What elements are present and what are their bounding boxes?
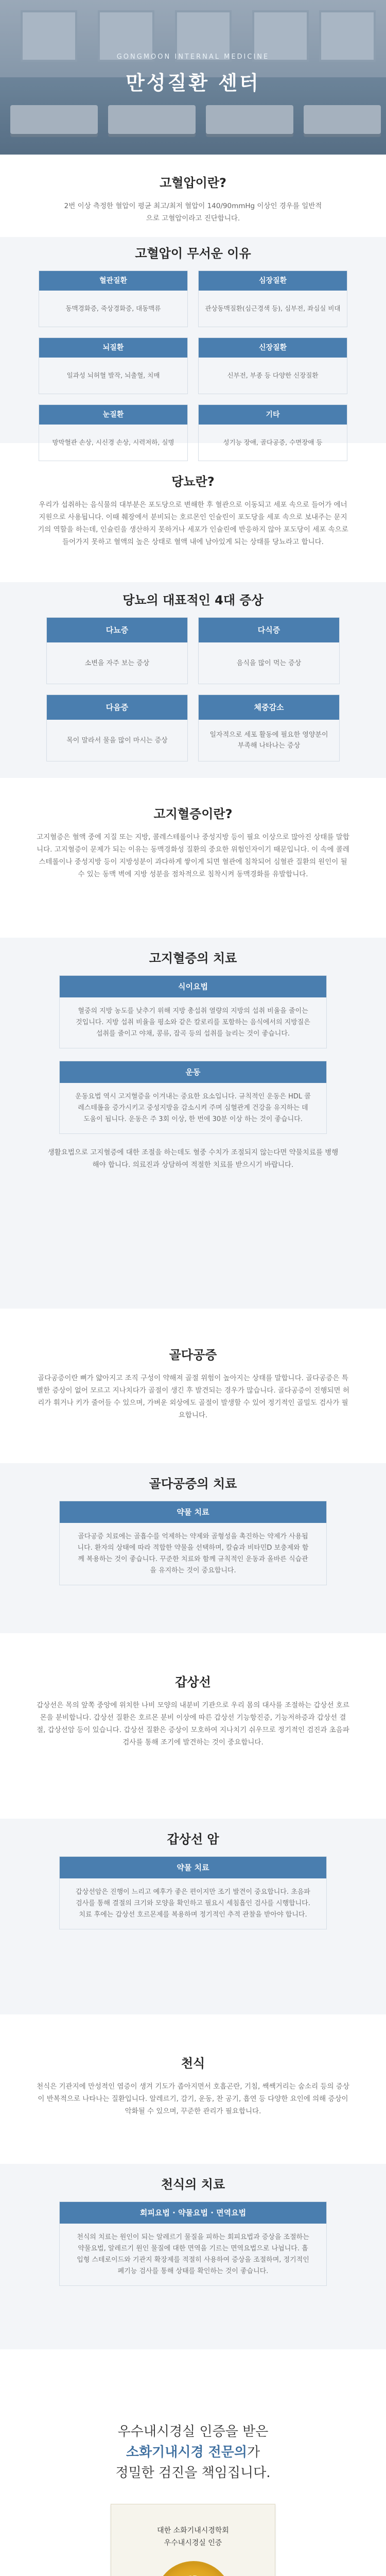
dyslipidemia-treatment-section (0, 948, 386, 1171)
cause-body: 성기능 장애, 골다공증, 수면장애 등 (223, 438, 323, 446)
symptom-body: 음식을 많이 먹는 증상 (236, 659, 302, 667)
asthma-treatment-panel (59, 2201, 327, 2286)
cause-head: 심장질환 (199, 271, 347, 291)
cause-body: 신부전, 부종 등 다양한 신장질환 (227, 371, 319, 379)
hero-subtitle: GONGMOON INTERNAL MEDICINE (116, 53, 270, 61)
causes-section (0, 243, 386, 461)
cause-body: 동맥경화증, 죽상경화증, 대동맥류 (65, 304, 161, 312)
certificate-image (111, 2504, 275, 2576)
symptoms-grid (0, 617, 386, 761)
osteoporosis-med-head: 약물 치료 (60, 1501, 326, 1523)
cause-body: 관상동맥질환(심근경색 등), 심부전, 좌심실 비대 (205, 304, 341, 312)
symptom-head: 다뇨증 (47, 618, 187, 642)
symptom-card (46, 617, 188, 684)
cause-card (198, 404, 347, 461)
cause-card (39, 270, 188, 327)
symptom-head: 다음증 (47, 695, 187, 720)
asthma-treatment-body: 천식의 치료는 원인이 되는 알레르기 물질을 피하는 회피요법과 증상을 조절하는 약물요법, 알레르기 원인 물질에 대한 면역을 기르는 면역요법으로 나뉩니다. 흡입형 스테로이드와 기관지 확장제를 적절히 사용하여 증상을 조절하며, 정기적인 폐기능 검사를 통해 상태를 확인하는 것이 좋습니다. (77, 2233, 309, 2275)
asthma-section (0, 2053, 386, 2117)
cause-card (39, 337, 188, 394)
seal-icon (155, 2561, 232, 2576)
osteoporosis-title: 골다공증 (169, 1348, 217, 1362)
thyroid-med-body: 갑상선암은 진행이 느리고 예후가 좋은 편이지만 조기 발견이 중요합니다. 초음파 검사를 통해 결절의 크기와 모양을 확인하고 필요시 세침흡인 검사를 시행합니다. 치료 후에는 갑상선 호르몬제를 복용하며 정기적인 추적 관찰을 받아야 합니다. (76, 1888, 310, 1919)
thyroid-med-head: 약물 치료 (60, 1857, 326, 1878)
cause-head: 기타 (199, 405, 347, 425)
thyroid-med-panel (59, 1856, 327, 1929)
cause-head: 뇌질환 (39, 338, 187, 358)
thyroid-cancer-title: 갑상선 암 (167, 1832, 219, 1846)
osteoporosis-treatment-section (0, 1473, 386, 1585)
symptom-head: 체중감소 (199, 695, 339, 720)
cert-line3: 정밀한 검진을 책임집니다. (115, 2465, 271, 2481)
exercise-panel (59, 1061, 327, 1134)
cause-card (198, 270, 347, 327)
cert-line1: 우수내시경실 인증을 받은 (117, 2424, 269, 2439)
cert-line2 (0, 2442, 386, 2463)
hero-banner (0, 0, 386, 155)
asthma-treatment-head: 회피요법 · 약물요법 · 면역요법 (60, 2202, 326, 2224)
dyslipidemia-section (0, 804, 386, 880)
symptom-card (198, 617, 340, 684)
exercise-head: 운동 (60, 1061, 326, 1083)
symptom-head: 다식증 (199, 618, 339, 642)
symptom-body: 목이 말라서 물을 많이 마시는 증상 (66, 736, 168, 744)
causes-title: 고혈압이 무서운 이유 (135, 246, 251, 261)
symptom-card (198, 694, 340, 761)
osteoporosis-section (0, 1345, 386, 1421)
dyslipidemia-treatment-title: 고지혈증의 치료 (149, 951, 237, 965)
symptom-body: 소변을 자주 보는 증상 (84, 659, 150, 667)
cert-section (0, 2421, 386, 2576)
cause-head: 혈관질환 (39, 271, 187, 291)
symptom-card (46, 694, 188, 761)
osteoporosis-text: 골다공증이란 뼈가 얇아지고 조직 구성이 약해져 골절 위험이 높아지는 상태를 말합니다. 골다공증은 특별한 증상이 없어 모르고 지나치다가 골절이 생긴 후 발견되는 경우가 많습니다. 골다공증이 진행되면 허리가 휘거나 키가 줄어들 수 있으며, 가벼운 외상에도 골절이 발생할 수 있어 정기적인 골밀도 검사가 필요합니다. (37, 1374, 349, 1419)
causes-grid (0, 270, 386, 461)
osteoporosis-med-panel (59, 1501, 327, 1585)
thyroid-cancer-section (0, 1829, 386, 1929)
asthma-text: 천식은 기관지에 만성적인 염증이 생겨 기도가 좁아지면서 호흡곤란, 기침, 쌕쌕거리는 숨소리 등의 증상이 반복적으로 나타나는 질환입니다. 알레르기, 감기, 운동, 찬 공기, 흡연 등 다양한 요인에 의해 증상이 악화될 수 있으며, 꾸준한 관리가 필요합니다. (37, 2082, 349, 2115)
thyroid-text: 갑상선은 목의 앞쪽 중앙에 위치한 나비 모양의 내분비 기관으로 우리 몸의 대사를 조절하는 갑상선 호르몬을 분비합니다. 갑상선 질환은 호르몬 분비 이상에 따른 갑상선 기능항진증, 기능저하증과 갑상선 결절, 갑상선암 등이 있습니다. 갑상선 질환은 증상이 모호하여 지나치기 쉬우므로 정기적인 검진과 초음파 검사를 통해 조기에 발견하는 것이 중요합니다. (37, 1701, 349, 1747)
osteoporosis-med-body: 골다공증 치료에는 골흡수를 억제하는 약제와 골형성을 촉진하는 약제가 사용됩니다. 환자의 상태에 따라 적합한 약물을 선택하며, 칼슘과 비타민D 보충제와 함께 복용하는 것이 좋습니다. 꾸준한 치료와 함께 규칙적인 운동과 올바른 식습관을 유지하는 것이 중요합니다. (77, 1533, 309, 1574)
dyslipidemia-text: 고지혈증은 혈액 중에 지질 또는 지방, 콜레스테롤이나 중성지방 등이 필요 이상으로 많아진 상태를 말합니다. 고지혈증이 문제가 되는 이유는 동맥경화성 질환의 중요한 위험인자이기 때문입니다. 이 속에 콜레스테롤이나 중성지방 등이 지방성분이 과다하게 쌓이게 되면 혈관에 침착되어 심혈관 질환의 원인이 될 수 있는 동맥 벽에 지방 성분을 점차적으로 침착시켜 동맥경화를 유발합니다. (37, 833, 349, 878)
osteoporosis-treatment-title: 골다공증의 치료 (149, 1477, 237, 1491)
diabetes-section (0, 471, 386, 548)
asthma-treatment-section (0, 2174, 386, 2286)
diet-head: 식이요법 (60, 976, 326, 997)
cert-line2-tail: 가 (247, 2445, 260, 2460)
diet-body: 혈중의 지방 농도를 낮추기 위해 지방 총섭취 열량의 지방의 섭취 비율을 줄이는 것입니다. 지방 섭취 비율을 평소와 같은 칼로리를 포함하는 음식에서의 지방질은 섭취를 줄이고 야채, 콩류, 잡곡 등의 섭취를 늘리는 것이 좋습니다. (76, 1007, 310, 1038)
cause-card (198, 337, 347, 394)
hypertension-text: 2번 이상 측정한 혈압이 평균 최고/최저 혈압이 140/90mmHg 이상인 경우를 일반적으로 고혈압이라고 진단합니다. (64, 202, 322, 223)
cert-card-text2: 우수내시경실 인증 (164, 2539, 222, 2547)
diet-panel (59, 975, 327, 1048)
cert-line2-highlight: 소화기내시경 전문의 (126, 2445, 247, 2460)
diabetes-text: 우리가 섭취하는 음식물의 대부분은 포도당으로 변해한 후 혈관으로 이동되고 세포 속으로 들어가 에너지원으로 사용됩니다. 이때 췌장에서 분비되는 호르몬인 인슐린이 포도당을 세포 속으로 보내주는 문지기의 역할을 하는데, 인슐린을 생산하지 못하거나 세포가 인슐린에 반응하지 않아 포도당이 세포 속으로 들어가지 못하고 혈액의 높은 상태로 혈액 내에 남아있게 되는 상태를 당뇨라고 합니다. (38, 501, 348, 546)
cert-card-text1: 대한 소화기내시경학회 (157, 2527, 229, 2535)
diabetes-title: 당뇨란? (171, 474, 215, 489)
hero-title: 만성질환 센터 (126, 72, 260, 94)
dyslipidemia-title: 고지혈증이란? (153, 807, 233, 821)
cause-head: 신장질환 (199, 338, 347, 358)
cause-head: 눈질환 (39, 405, 187, 425)
asthma-treatment-title: 천식의 치료 (161, 2177, 225, 2192)
symptoms-section (0, 590, 386, 761)
hypertension-title: 고혈압이란? (160, 176, 226, 190)
asthma-title: 천식 (181, 2056, 205, 2071)
thyroid-section (0, 1672, 386, 1749)
hypertension-section (0, 173, 386, 225)
cause-card (39, 404, 188, 461)
dyslipidemia-outro: 생활요법으로 고지혈증에 대한 조절을 하는데도 혈중 수치가 조절되지 않는다면 약물치료를 병행해야 합니다. 의료진과 상담하여 적절한 치료를 받으시기 바랍니다. (47, 1148, 339, 1169)
symptom-body: 일자적으로 세포 활동에 필요한 영양분이 부족해 나타나는 증상 (209, 731, 328, 750)
thyroid-title: 갑상선 (175, 1675, 211, 1689)
cause-body: 망막혈관 손상, 시신경 손상, 시력저하, 실명 (52, 438, 174, 446)
exercise-body: 운동요법 역시 고지혈증을 이겨내는 중요한 요소입니다. 규칙적인 운동은 HDL 콜레스테롤을 증가시키고 중성지방을 감소시켜 주며 심혈관계 건강을 유지하는 데 도움이 됩니다. 운동은 주 3회 이상, 한 번에 30분 이상 하는 것이 좋습니다. (75, 1093, 311, 1123)
cause-body: 일과성 뇌허혈 발작, 뇌출혈, 치매 (66, 371, 160, 379)
symptoms-title: 당뇨의 대표적인 4대 증상 (122, 593, 264, 607)
